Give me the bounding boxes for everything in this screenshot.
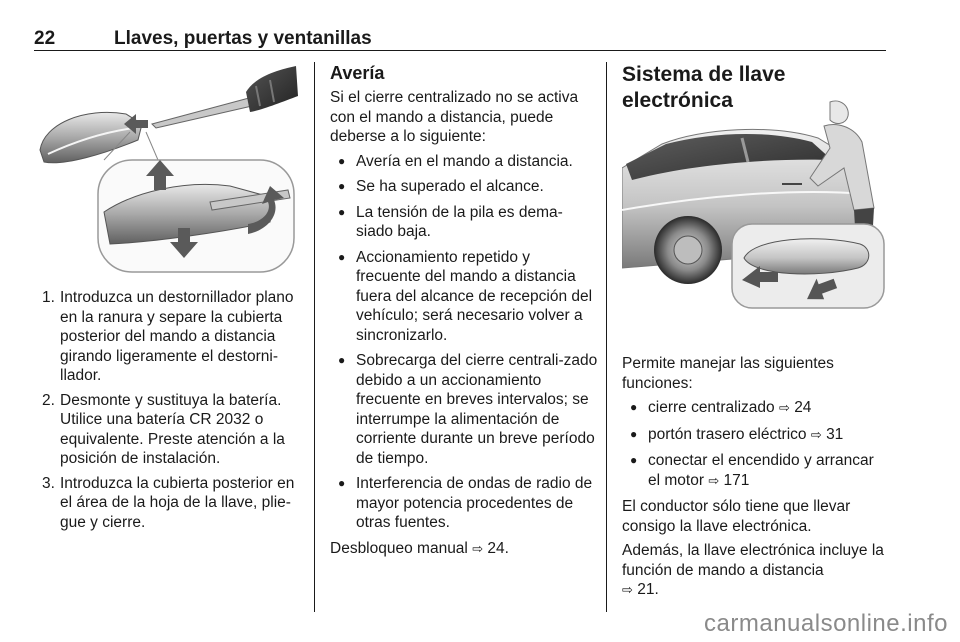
page-title: Llaves, puertas y ventanillas bbox=[114, 28, 372, 49]
list-item bbox=[622, 451, 888, 491]
page-ref-icon: ⇨ bbox=[810, 427, 822, 443]
list-item: ● Interferencia de ondas de radio de mayor potencia procedentes de otras fuentes. bbox=[330, 474, 598, 533]
list-item: ● Sobrecarga del cierre centrali-zado debido a un accionamiento frecuente en breves intervalos; se interrumpe la alimentación de corriente durante un breve período de tiempo. bbox=[330, 351, 598, 468]
page-header bbox=[34, 26, 886, 52]
step-text: Desmonte y sustituya la batería. Utilice una batería CR 2032 o equivalente. Preste atención a la posición de instalación. bbox=[60, 391, 285, 467]
fault-list bbox=[330, 152, 598, 533]
key-battery-svg bbox=[34, 62, 298, 276]
list-item: ● Accionamiento repetido y frecuente del mando a distancia fuera del alcance de recepción del vehículo; será necesario volver a sincronizarlo. bbox=[330, 248, 598, 346]
step-text: Introduzca un destornillador plano en la ranura y separe la cubierta posterior del mando a distancia girando ligeramente el destorni-llador. bbox=[60, 289, 294, 384]
step-number: 1. bbox=[42, 289, 55, 306]
page-ref-icon: ⇨ bbox=[778, 401, 790, 416]
manual-unlock-text: Desbloqueo manual bbox=[330, 539, 468, 557]
step-item bbox=[34, 288, 302, 386]
header-rule bbox=[34, 50, 886, 51]
fault-column bbox=[330, 62, 598, 564]
page-ref-icon: ⇨ bbox=[472, 541, 484, 557]
step-number: 2. bbox=[42, 391, 55, 409]
keyless-heading: Sistema de llave electrónica bbox=[622, 63, 786, 112]
page-ref[interactable]: 24 bbox=[794, 399, 812, 416]
keyless-function-list bbox=[622, 398, 888, 491]
keyless-intro: Permite manejar las siguientes funciones: bbox=[622, 355, 834, 392]
page-ref[interactable]: 31 bbox=[826, 425, 844, 443]
list-item-text: portón trasero eléctrico bbox=[648, 425, 807, 443]
fault-heading: Avería bbox=[330, 63, 385, 83]
column-divider-1 bbox=[314, 62, 315, 612]
step-item bbox=[34, 474, 302, 533]
list-item: ● Avería en el mando a distancia. bbox=[330, 152, 598, 172]
list-item-text: cierre centralizado bbox=[648, 399, 775, 416]
manual-unlock-ref[interactable]: 24. bbox=[487, 539, 509, 557]
step-item bbox=[34, 391, 302, 469]
battery-steps-list bbox=[34, 288, 302, 532]
manual-unlock-line bbox=[330, 539, 598, 560]
key-battery-illustration bbox=[34, 62, 298, 276]
step-number: 3. bbox=[42, 474, 55, 492]
keyless-column bbox=[622, 62, 888, 606]
page-ref[interactable]: 21. bbox=[637, 581, 659, 598]
list-item-text: conectar el encendido y arrancar el motor bbox=[648, 452, 874, 489]
page-ref-icon: ⇨ bbox=[622, 583, 633, 598]
column-divider-2 bbox=[606, 62, 607, 612]
list-item: ● Se ha superado el alcance. bbox=[330, 177, 598, 197]
fault-intro: Si el cierre centralizado no se activa con el mando a distancia, puede deberse a lo siguiente: bbox=[330, 89, 579, 145]
page-ref[interactable]: 171 bbox=[723, 471, 750, 489]
keyless-para-2 bbox=[622, 541, 888, 601]
list-item: ● La tensión de la pila es dema-siado baja. bbox=[330, 203, 598, 242]
page-number: 22 bbox=[34, 28, 56, 49]
watermark: carmanualsonline.info bbox=[704, 610, 948, 637]
keyless-para-2-text: Además, la llave electrónica incluye la función de mando a distancia bbox=[622, 542, 884, 579]
keyless-para-1: El conductor sólo tiene que llevar consigo la llave electrónica. bbox=[622, 498, 851, 535]
list-item bbox=[622, 398, 888, 419]
list-item bbox=[622, 425, 888, 446]
step-text: Introduzca la cubierta posterior en el área de la hoja de la llave, plie-gue y cierre. bbox=[60, 474, 295, 531]
page-ref-icon: ⇨ bbox=[708, 473, 720, 489]
battery-steps-column bbox=[34, 288, 302, 537]
